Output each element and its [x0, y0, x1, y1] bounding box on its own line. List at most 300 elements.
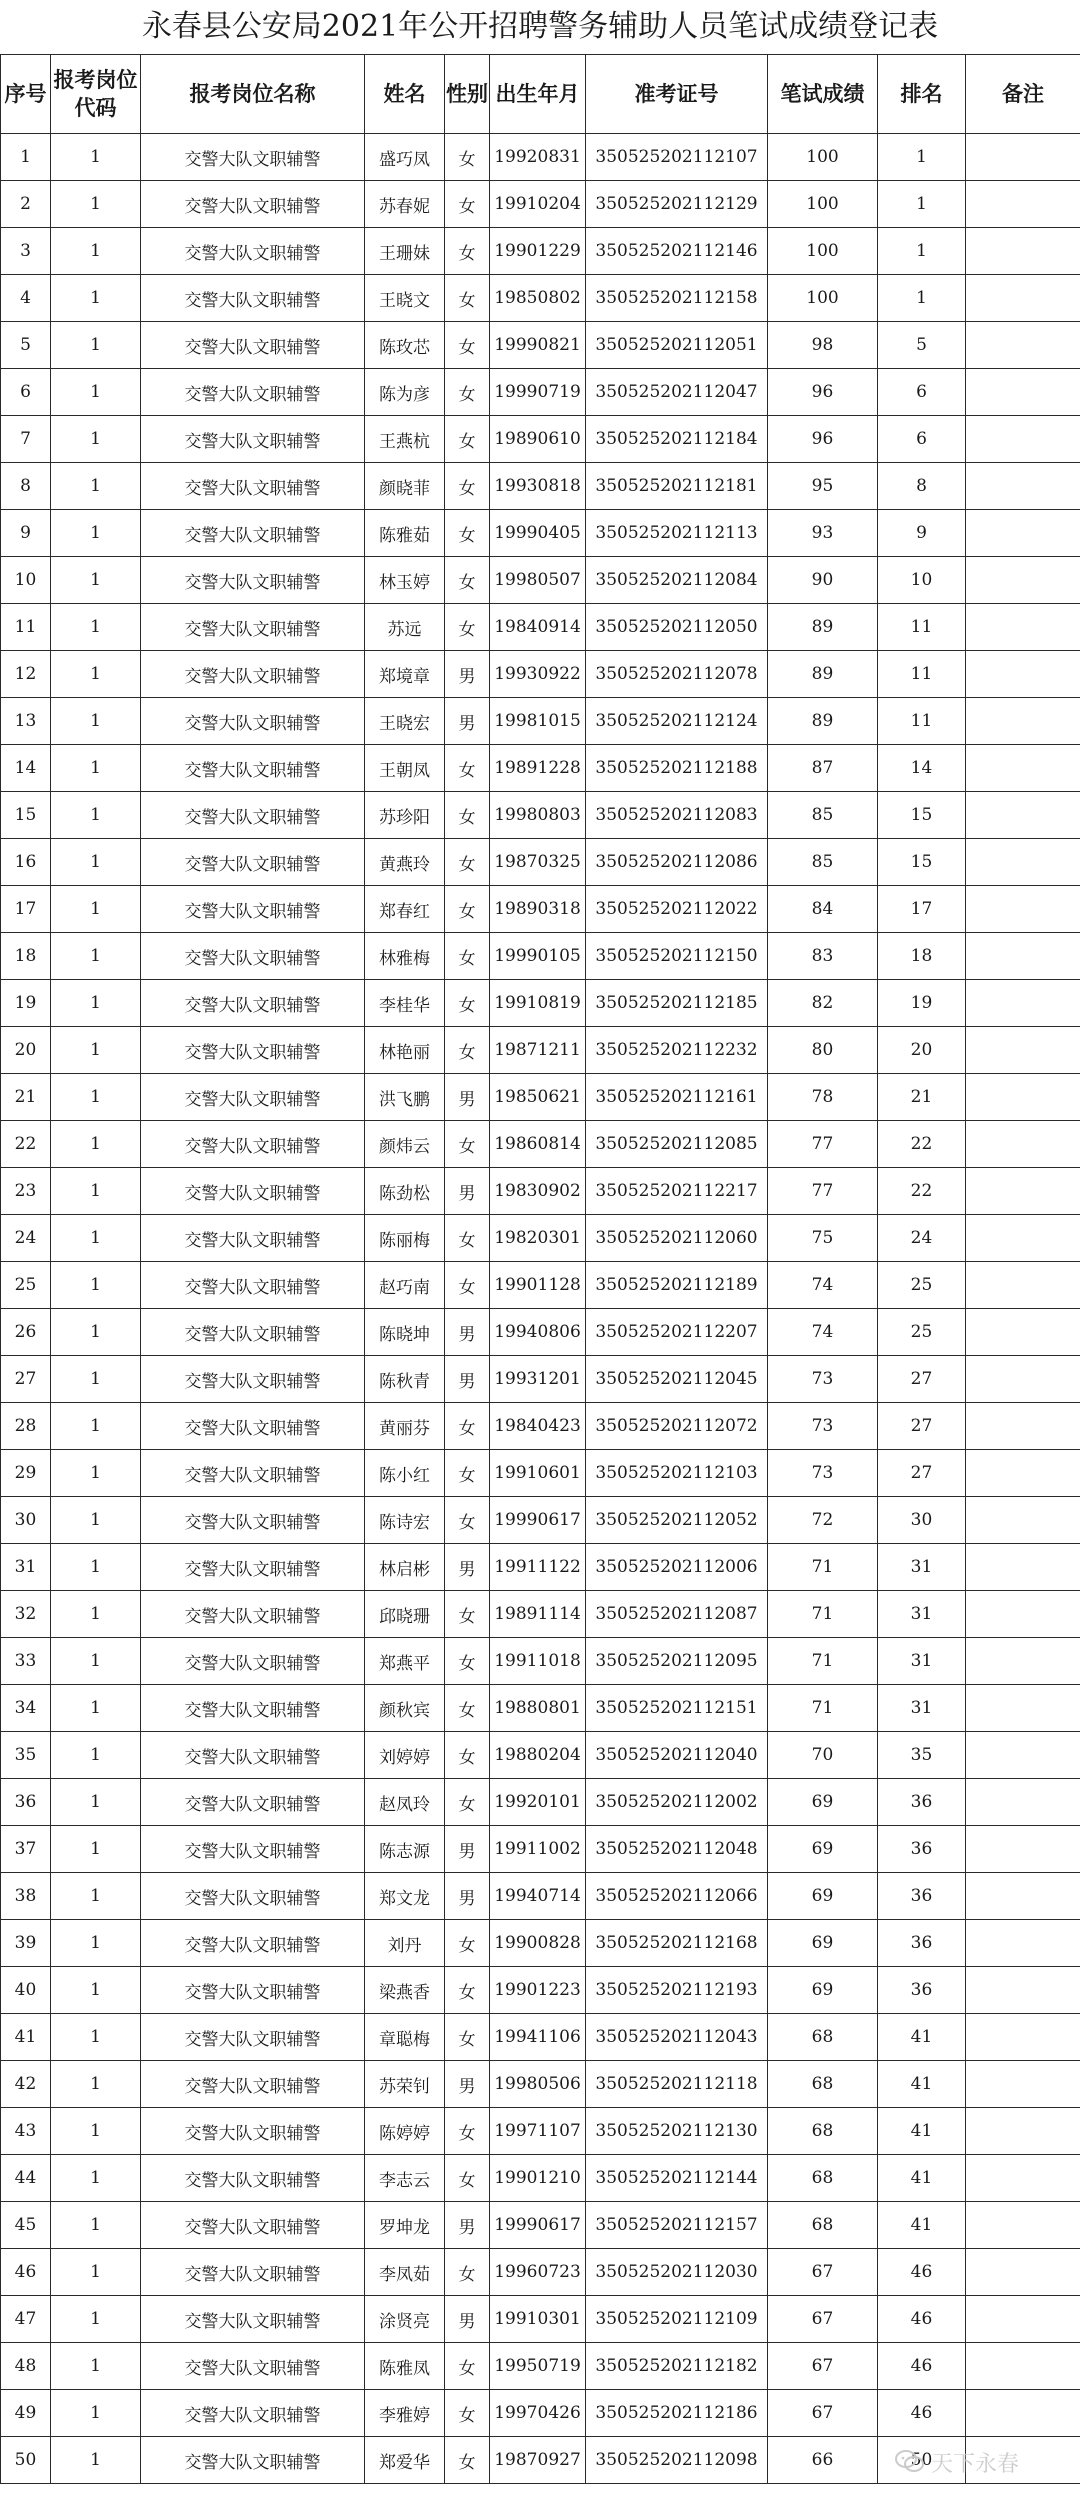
- cell-seq: 39: [1, 1920, 51, 1967]
- cell-position-name: 交警大队文职辅警: [141, 2390, 365, 2437]
- cell-birth: 19971107: [490, 2108, 586, 2155]
- cell-birth: 19990719: [490, 369, 586, 416]
- cell-gender: 男: [445, 1309, 490, 1356]
- cell-birth: 19911002: [490, 1826, 586, 1873]
- cell-position-name: 交警大队文职辅警: [141, 1497, 365, 1544]
- cell-seq: 42: [1, 2061, 51, 2108]
- table-row: [1, 2155, 1080, 2202]
- cell-rank: 21: [878, 1074, 966, 1121]
- cell-gender: 女: [445, 2437, 490, 2484]
- cell-name: 李凤茹: [365, 2249, 445, 2296]
- cell-birth: 19920101: [490, 1779, 586, 1826]
- cell-rank: 11: [878, 698, 966, 745]
- cell-gender: 女: [445, 1262, 490, 1309]
- table-row: [1, 604, 1080, 651]
- cell-birth: 19930922: [490, 651, 586, 698]
- cell-birth: 19901128: [490, 1262, 586, 1309]
- table-row: [1, 2249, 1080, 2296]
- cell-rank: 35: [878, 1732, 966, 1779]
- cell-ticket-no: 350525202112207: [586, 1309, 768, 1356]
- cell-position-code: 1: [51, 980, 141, 1027]
- cell-gender: 女: [445, 322, 490, 369]
- cell-seq: 45: [1, 2202, 51, 2249]
- table-row: [1, 698, 1080, 745]
- cell-remarks: [966, 2249, 1080, 2296]
- cell-rank: 11: [878, 651, 966, 698]
- cell-seq: 32: [1, 1591, 51, 1638]
- cell-rank: 17: [878, 886, 966, 933]
- cell-remarks: [966, 1450, 1080, 1497]
- cell-name: 刘婷婷: [365, 1732, 445, 1779]
- cell-birth: 19900828: [490, 1920, 586, 1967]
- cell-name: 陈劲松: [365, 1168, 445, 1215]
- cell-rank: 36: [878, 1920, 966, 1967]
- cell-rank: 41: [878, 2014, 966, 2061]
- table-row: [1, 181, 1080, 228]
- table-row: [1, 1215, 1080, 1262]
- cell-ticket-no: 350525202112182: [586, 2343, 768, 2390]
- cell-seq: 49: [1, 2390, 51, 2437]
- cell-gender: 女: [445, 2155, 490, 2202]
- cell-position-name: 交警大队文职辅警: [141, 1873, 365, 1920]
- cell-name: 林玉婷: [365, 557, 445, 604]
- cell-rank: 10: [878, 557, 966, 604]
- cell-gender: 女: [445, 510, 490, 557]
- cell-score: 89: [768, 651, 878, 698]
- cell-name: 盛巧凤: [365, 134, 445, 181]
- cell-score: 68: [768, 2061, 878, 2108]
- cell-remarks: [966, 604, 1080, 651]
- cell-score: 100: [768, 228, 878, 275]
- cell-position-code: 1: [51, 1309, 141, 1356]
- cell-position-name: 交警大队文职辅警: [141, 1403, 365, 1450]
- table-row: [1, 228, 1080, 275]
- cell-score: 69: [768, 1920, 878, 1967]
- cell-rank: 36: [878, 1967, 966, 2014]
- cell-remarks: [966, 1262, 1080, 1309]
- cell-rank: 27: [878, 1450, 966, 1497]
- cell-name: 陈玫芯: [365, 322, 445, 369]
- cell-position-code: 1: [51, 1920, 141, 1967]
- cell-ticket-no: 350525202112181: [586, 463, 768, 510]
- cell-rank: 31: [878, 1591, 966, 1638]
- cell-gender: 男: [445, 2296, 490, 2343]
- cell-score: 82: [768, 980, 878, 1027]
- cell-position-name: 交警大队文职辅警: [141, 1544, 365, 1591]
- cell-position-code: 1: [51, 1826, 141, 1873]
- cell-name: 王朝凤: [365, 745, 445, 792]
- cell-position-name: 交警大队文职辅警: [141, 2437, 365, 2484]
- cell-remarks: [966, 416, 1080, 463]
- cell-seq: 13: [1, 698, 51, 745]
- cell-ticket-no: 350525202112048: [586, 1826, 768, 1873]
- cell-score: 100: [768, 181, 878, 228]
- cell-position-code: 1: [51, 1638, 141, 1685]
- cell-position-name: 交警大队文职辅警: [141, 2155, 365, 2202]
- cell-position-code: 1: [51, 1121, 141, 1168]
- cell-birth: 19960723: [490, 2249, 586, 2296]
- cell-position-code: 1: [51, 1074, 141, 1121]
- cell-name: 黄丽芬: [365, 1403, 445, 1450]
- score-register-table: [0, 54, 1080, 2484]
- cell-name: 陈丽梅: [365, 1215, 445, 1262]
- cell-gender: 女: [445, 2108, 490, 2155]
- cell-remarks: [966, 698, 1080, 745]
- cell-rank: 18: [878, 933, 966, 980]
- cell-position-code: 1: [51, 1403, 141, 1450]
- cell-position-code: 1: [51, 1544, 141, 1591]
- cell-position-name: 交警大队文职辅警: [141, 181, 365, 228]
- cell-seq: 16: [1, 839, 51, 886]
- cell-score: 80: [768, 1027, 878, 1074]
- cell-ticket-no: 350525202112052: [586, 1497, 768, 1544]
- table-row: [1, 275, 1080, 322]
- cell-seq: 38: [1, 1873, 51, 1920]
- cell-seq: 30: [1, 1497, 51, 1544]
- cell-rank: 31: [878, 1685, 966, 1732]
- cell-gender: 女: [445, 134, 490, 181]
- cell-name: 林启彬: [365, 1544, 445, 1591]
- table-row: [1, 322, 1080, 369]
- cell-ticket-no: 350525202112085: [586, 1121, 768, 1168]
- cell-name: 郑文龙: [365, 1873, 445, 1920]
- cell-name: 洪飞鹏: [365, 1074, 445, 1121]
- cell-ticket-no: 350525202112161: [586, 1074, 768, 1121]
- cell-name: 刘丹: [365, 1920, 445, 1967]
- cell-ticket-no: 350525202112030: [586, 2249, 768, 2296]
- cell-position-code: 1: [51, 886, 141, 933]
- cell-seq: 22: [1, 1121, 51, 1168]
- cell-ticket-no: 350525202112083: [586, 792, 768, 839]
- cell-gender: 男: [445, 1168, 490, 1215]
- cell-birth: 19871211: [490, 1027, 586, 1074]
- cell-score: 70: [768, 1732, 878, 1779]
- cell-name: 王晓宏: [365, 698, 445, 745]
- table-row: [1, 1779, 1080, 1826]
- cell-score: 69: [768, 1826, 878, 1873]
- col-header-rank: 排名: [878, 55, 966, 134]
- cell-position-name: 交警大队文职辅警: [141, 1262, 365, 1309]
- cell-score: 77: [768, 1121, 878, 1168]
- cell-ticket-no: 350525202112095: [586, 1638, 768, 1685]
- cell-name: 林艳丽: [365, 1027, 445, 1074]
- cell-remarks: [966, 1403, 1080, 1450]
- cell-remarks: [966, 1591, 1080, 1638]
- cell-position-code: 1: [51, 1027, 141, 1074]
- cell-birth: 19990105: [490, 933, 586, 980]
- wechat-icon: [895, 2449, 925, 2475]
- cell-gender: 男: [445, 1074, 490, 1121]
- watermark: [895, 2442, 1075, 2482]
- cell-position-name: 交警大队文职辅警: [141, 1027, 365, 1074]
- cell-seq: 8: [1, 463, 51, 510]
- cell-birth: 19880801: [490, 1685, 586, 1732]
- cell-ticket-no: 350525202112045: [586, 1356, 768, 1403]
- cell-ticket-no: 350525202112124: [586, 698, 768, 745]
- cell-birth: 19990821: [490, 322, 586, 369]
- cell-gender: 男: [445, 1873, 490, 1920]
- cell-seq: 10: [1, 557, 51, 604]
- cell-score: 98: [768, 322, 878, 369]
- cell-ticket-no: 350525202112078: [586, 651, 768, 698]
- cell-remarks: [966, 1873, 1080, 1920]
- cell-birth: 19970426: [490, 2390, 586, 2437]
- cell-score: 72: [768, 1497, 878, 1544]
- cell-ticket-no: 350525202112060: [586, 1215, 768, 1262]
- table-header-row: [1, 55, 1080, 134]
- cell-rank: 15: [878, 839, 966, 886]
- cell-remarks: [966, 2202, 1080, 2249]
- cell-position-name: 交警大队文职辅警: [141, 1685, 365, 1732]
- table-row: [1, 463, 1080, 510]
- cell-remarks: [966, 2296, 1080, 2343]
- cell-position-name: 交警大队文职辅警: [141, 1920, 365, 1967]
- cell-score: 73: [768, 1450, 878, 1497]
- cell-position-name: 交警大队文职辅警: [141, 1168, 365, 1215]
- cell-birth: 19980803: [490, 792, 586, 839]
- table-row: [1, 2296, 1080, 2343]
- cell-birth: 19941106: [490, 2014, 586, 2061]
- cell-ticket-no: 350525202112103: [586, 1450, 768, 1497]
- cell-position-name: 交警大队文职辅警: [141, 980, 365, 1027]
- cell-rank: 50: [878, 2437, 966, 2484]
- cell-position-name: 交警大队文职辅警: [141, 886, 365, 933]
- cell-name: 赵巧南: [365, 1262, 445, 1309]
- cell-score: 93: [768, 510, 878, 557]
- cell-name: 王珊妹: [365, 228, 445, 275]
- table-row: [1, 839, 1080, 886]
- cell-position-code: 1: [51, 416, 141, 463]
- cell-name: 李志云: [365, 2155, 445, 2202]
- cell-birth: 19820301: [490, 1215, 586, 1262]
- cell-score: 84: [768, 886, 878, 933]
- cell-ticket-no: 350525202112040: [586, 1732, 768, 1779]
- cell-seq: 17: [1, 886, 51, 933]
- cell-remarks: [966, 1967, 1080, 2014]
- cell-position-code: 1: [51, 1262, 141, 1309]
- cell-score: 68: [768, 2202, 878, 2249]
- cell-remarks: [966, 369, 1080, 416]
- cell-position-code: 1: [51, 1591, 141, 1638]
- cell-position-code: 1: [51, 745, 141, 792]
- cell-birth: 19840423: [490, 1403, 586, 1450]
- cell-score: 68: [768, 2014, 878, 2061]
- cell-position-code: 1: [51, 1497, 141, 1544]
- cell-remarks: [966, 839, 1080, 886]
- cell-ticket-no: 350525202112084: [586, 557, 768, 604]
- cell-remarks: [966, 933, 1080, 980]
- cell-score: 89: [768, 604, 878, 651]
- cell-position-name: 交警大队文职辅警: [141, 1967, 365, 2014]
- cell-ticket-no: 350525202112118: [586, 2061, 768, 2108]
- cell-position-code: 1: [51, 1215, 141, 1262]
- col-header-ticket-no: 准考证号: [586, 55, 768, 134]
- cell-remarks: [966, 1779, 1080, 1826]
- cell-remarks: [966, 1168, 1080, 1215]
- cell-position-name: 交警大队文职辅警: [141, 463, 365, 510]
- cell-position-code: 1: [51, 1685, 141, 1732]
- table-row: [1, 1638, 1080, 1685]
- cell-name: 王晓文: [365, 275, 445, 322]
- cell-score: 74: [768, 1309, 878, 1356]
- cell-gender: 女: [445, 275, 490, 322]
- cell-ticket-no: 350525202112189: [586, 1262, 768, 1309]
- cell-ticket-no: 350525202112157: [586, 2202, 768, 2249]
- cell-rank: 6: [878, 416, 966, 463]
- cell-name: 李桂华: [365, 980, 445, 1027]
- cell-score: 87: [768, 745, 878, 792]
- cell-gender: 女: [445, 980, 490, 1027]
- cell-rank: 22: [878, 1168, 966, 1215]
- cell-seq: 12: [1, 651, 51, 698]
- watermark-text: 天下永春: [931, 2451, 1020, 2477]
- cell-remarks: [966, 1826, 1080, 1873]
- cell-ticket-no: 350525202112109: [586, 2296, 768, 2343]
- cell-rank: 31: [878, 1638, 966, 1685]
- table-row: [1, 1732, 1080, 1779]
- cell-remarks: [966, 1027, 1080, 1074]
- cell-seq: 11: [1, 604, 51, 651]
- cell-gender: 女: [445, 839, 490, 886]
- cell-birth: 19870325: [490, 839, 586, 886]
- cell-position-name: 交警大队文职辅警: [141, 2061, 365, 2108]
- cell-position-code: 1: [51, 1873, 141, 1920]
- col-header-birth: 出生年月: [490, 55, 586, 134]
- cell-ticket-no: 350525202112185: [586, 980, 768, 1027]
- cell-name: 颜炜云: [365, 1121, 445, 1168]
- table-row: [1, 2390, 1080, 2437]
- cell-position-code: 1: [51, 2249, 141, 2296]
- cell-ticket-no: 350525202112150: [586, 933, 768, 980]
- cell-score: 71: [768, 1638, 878, 1685]
- table-row: [1, 2061, 1080, 2108]
- cell-seq: 23: [1, 1168, 51, 1215]
- cell-rank: 1: [878, 275, 966, 322]
- cell-ticket-no: 350525202112232: [586, 1027, 768, 1074]
- cell-rank: 22: [878, 1121, 966, 1168]
- cell-birth: 19910819: [490, 980, 586, 1027]
- cell-ticket-no: 350525202112186: [586, 2390, 768, 2437]
- cell-gender: 女: [445, 2249, 490, 2296]
- col-header-gender: 性别: [445, 55, 490, 134]
- cell-position-name: 交警大队文职辅警: [141, 557, 365, 604]
- cell-remarks: [966, 980, 1080, 1027]
- cell-rank: 14: [878, 745, 966, 792]
- cell-gender: 女: [445, 1967, 490, 2014]
- cell-name: 章聪梅: [365, 2014, 445, 2061]
- table-row: [1, 1826, 1080, 1873]
- cell-position-code: 1: [51, 1967, 141, 2014]
- cell-score: 83: [768, 933, 878, 980]
- cell-ticket-no: 350525202112188: [586, 745, 768, 792]
- cell-name: 郑境章: [365, 651, 445, 698]
- col-header-seq: 序号: [1, 55, 51, 134]
- cell-position-code: 1: [51, 2296, 141, 2343]
- cell-gender: 女: [445, 1403, 490, 1450]
- cell-gender: 女: [445, 1450, 490, 1497]
- cell-position-name: 交警大队文职辅警: [141, 1121, 365, 1168]
- cell-score: 96: [768, 416, 878, 463]
- col-header-position-code: 报考岗位代码: [51, 55, 141, 134]
- cell-position-code: 1: [51, 792, 141, 839]
- table-row: [1, 1356, 1080, 1403]
- cell-seq: 26: [1, 1309, 51, 1356]
- table-row: [1, 651, 1080, 698]
- cell-position-code: 1: [51, 322, 141, 369]
- cell-gender: 女: [445, 557, 490, 604]
- cell-name: 邱晓珊: [365, 1591, 445, 1638]
- cell-score: 71: [768, 1544, 878, 1591]
- cell-birth: 19911122: [490, 1544, 586, 1591]
- cell-name: 陈志源: [365, 1826, 445, 1873]
- cell-ticket-no: 350525202112050: [586, 604, 768, 651]
- table-row: [1, 1403, 1080, 1450]
- cell-rank: 8: [878, 463, 966, 510]
- cell-position-code: 1: [51, 2108, 141, 2155]
- cell-gender: 女: [445, 463, 490, 510]
- cell-score: 77: [768, 1168, 878, 1215]
- cell-rank: 41: [878, 2108, 966, 2155]
- cell-birth: 19981015: [490, 698, 586, 745]
- table-row: [1, 1121, 1080, 1168]
- cell-score: 71: [768, 1685, 878, 1732]
- cell-remarks: [966, 1497, 1080, 1544]
- cell-remarks: [966, 510, 1080, 557]
- table-row: [1, 134, 1080, 181]
- cell-remarks: [966, 1685, 1080, 1732]
- cell-ticket-no: 350525202112113: [586, 510, 768, 557]
- cell-seq: 14: [1, 745, 51, 792]
- cell-remarks: [966, 1544, 1080, 1591]
- cell-position-code: 1: [51, 2390, 141, 2437]
- cell-remarks: [966, 275, 1080, 322]
- cell-birth: 19910601: [490, 1450, 586, 1497]
- cell-seq: 15: [1, 792, 51, 839]
- cell-name: 颜晓菲: [365, 463, 445, 510]
- cell-score: 73: [768, 1356, 878, 1403]
- cell-gender: 女: [445, 2390, 490, 2437]
- cell-seq: 35: [1, 1732, 51, 1779]
- col-header-name: 姓名: [365, 55, 445, 134]
- cell-ticket-no: 350525202112002: [586, 1779, 768, 1826]
- cell-rank: 6: [878, 369, 966, 416]
- cell-gender: 女: [445, 886, 490, 933]
- cell-name: 苏荣钊: [365, 2061, 445, 2108]
- cell-position-code: 1: [51, 1168, 141, 1215]
- cell-gender: 女: [445, 181, 490, 228]
- table-row: [1, 886, 1080, 933]
- cell-gender: 女: [445, 933, 490, 980]
- cell-ticket-no: 350525202112047: [586, 369, 768, 416]
- cell-birth: 19911018: [490, 1638, 586, 1685]
- cell-ticket-no: 350525202112006: [586, 1544, 768, 1591]
- cell-position-code: 1: [51, 698, 141, 745]
- cell-seq: 2: [1, 181, 51, 228]
- cell-position-name: 交警大队文职辅警: [141, 134, 365, 181]
- table-row: [1, 2014, 1080, 2061]
- table-row: [1, 2202, 1080, 2249]
- cell-ticket-no: 350525202112217: [586, 1168, 768, 1215]
- cell-name: 苏远: [365, 604, 445, 651]
- cell-remarks: [966, 886, 1080, 933]
- cell-position-name: 交警大队文职辅警: [141, 1450, 365, 1497]
- cell-score: 68: [768, 2108, 878, 2155]
- cell-position-name: 交警大队文职辅警: [141, 792, 365, 839]
- cell-gender: 女: [445, 1732, 490, 1779]
- cell-remarks: [966, 1309, 1080, 1356]
- cell-seq: 40: [1, 1967, 51, 2014]
- cell-seq: 44: [1, 2155, 51, 2202]
